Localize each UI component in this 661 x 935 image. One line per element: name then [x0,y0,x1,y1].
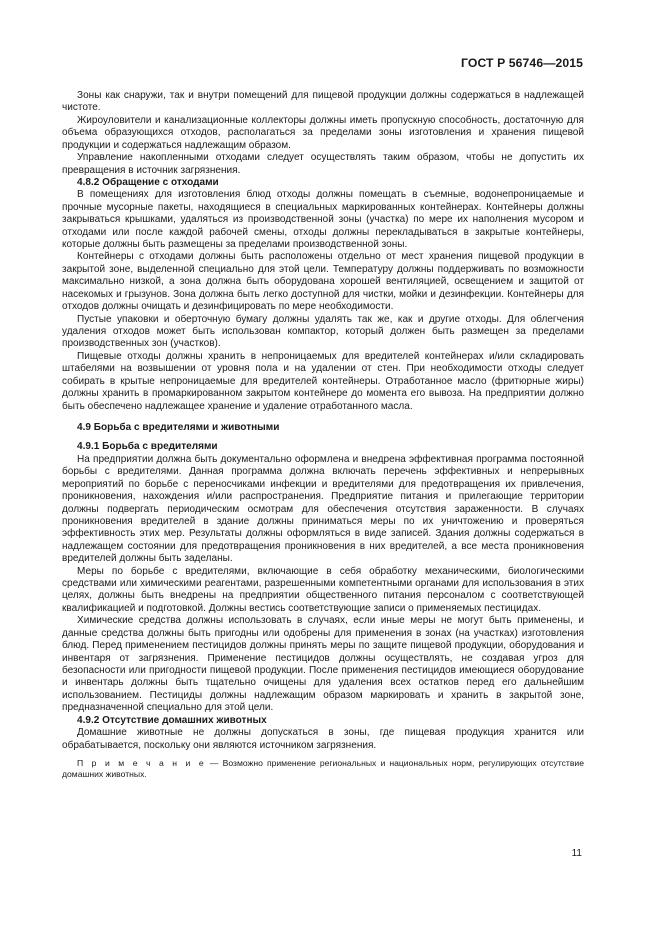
paragraph: Зоны как снаружи, так и внутри помещений для пищевой продукции должны содержаться в надлежащей чистоте. [62,90,584,114]
paragraph: Химические средства должны использовать в случаях, если иные меры не могут быть применены, и данные средства должны быть пригодны или одобрены для применения в зонах (на участках) изготовления блюд. Перед применением пестицидов должны принять меры по защите пищевой продукции, оборудования и инвентаря от загрязнения. Применение пестицидов должны осуществлять, не создавая угроз для безопасности или пригодности пищевой продукции. После применения пестицидов имеющиеся оборудование и инвентарь должны быть тщательно очищены для удаления всех остатков перед его дальнейшим использованием. Пестициды должны надлежащим образом маркировать и хранить в закрытой зоне, предназначенной специально для этой цели. [62,615,584,714]
paragraph: Пищевые отходы должны хранить в непроницаемых для вредителей контейнерах и/или складировать штабелями на возвышении от уровня пола и на удалении от стен. При необходимости отходы следует собирать в крытые непроницаемые для вредителей контейнеры. Отработанное масло (фритюрные жиры) должны хранить в промаркированном закрытом контейнере до момента его вывоза. На предприятии должно быть обеспечено надлежащее хранение и удаление отработанного масла. [62,350,584,412]
paragraph: Меры по борьбе с вредителями, включающие в себя обработку механическими, биологическими средствами или химическими реагентами, разрешенными компетентными органами для использования в этих целях, должны быть внедрены на предприятии общественного питания персоналом с соответствующей квалификацией и подготовкой. Должны вестись соответствующие записи о применяемых пестицидах. [62,565,584,614]
page-number: 11 [571,848,582,859]
section-heading-4-9: 4.9 Борьба с вредителями и животными [77,421,280,433]
note-label: П р и м е ч а н и е [77,757,206,768]
paragraph: Пустые упаковки и оберточную бумагу должны удалять так же, как и другие отходы. Для облегчения удаления отходов может быть использован компактор, который должен быть размещен за пределами производственных зон (участков). [62,313,584,350]
section-heading-4-9-2: 4.9.2 Отсутствие домашних животных [77,714,267,726]
note-text: — Возможно применение региональных и национальных норм, регулирующих отсутствие домашних животных. [62,757,584,779]
paragraph: Домашние животные не должны допускаться в зоны, где пищевая продукция хранится или обрабатывается, поскольку они являются источником загрязнения. [62,727,584,751]
paragraph: Управление накопленными отходами следует осуществлять таким образом, чтобы не допустить их превращения в источник загрязнения. [62,152,584,176]
section-heading-4-8-2: 4.8.2 Обращение с отходами [77,176,219,188]
paragraph: Контейнеры с отходами должны быть расположены отдельно от мест хранения пищевой продукции в закрытой зоне, выделенной специально для этой цели. Температуру должны поддерживать по возможности максимально низкой, а зона должна быть оборудована хорошей вентиляцией, освещением и защитой от насекомых и грызунов. Зона должна быть легко доступной для чистки, мойки и дезинфекции. Контейнеры для отходов должны очищать и дезинфицировать по мере необходимости. [62,251,584,313]
paragraph: На предприятии должна быть документально оформлена и внедрена эффективная программа постоянной борьбы с вредителями. Данная программа должна включать перечень эффективных и непрерывных мероприятий по борьбе с переносчиками инфекции и вредителями для предотвращения их привлечения, проникновения, нахождения и/или распространения. Предприятие питания и прилегающие территории должны подвергать периодическим осмотрам для обеспечения отсутствия зараженности. В случаях проникновения вредителей в здание должны приниматься меры по их уничтожению и проверяться эффективность этих мер. Результаты должны оформляться в виде записей. Здания должны содержаться в надлежащем состоянии для предотвращения проникновения в них вредителей, а все места проникновения вредителей должны быть заделаны. [62,453,584,565]
standard-designation: ГОСТ Р 56746—2015 [461,56,583,70]
paragraph: Жироуловители и канализационные коллекторы должны иметь пропускную способность, достаточную для объема образующихся отходов, располагаться за пределами зоны изготовления и хранения пищевой продукции и содержаться надлежащим образом. [62,114,584,151]
body-text [62,90,584,780]
section-heading-4-9-1: 4.9.1 Борьба с вредителями [77,441,218,453]
note [62,758,584,780]
paragraph: В помещениях для изготовления блюд отходы должны помещать в съемные, водонепроницаемые и прочные мусорные пакеты, находящиеся в специальных маркированных контейнерах. Контейнеры должны закрываться крышками, удаляться из производственной зоны (участка) по мере их наполнения мусором и отходами или после каждой рабочей смены, отходы должны перекладываться в закрытые контейнеры, которые должны быть размещены за пределами производственной зоны. [62,189,584,251]
